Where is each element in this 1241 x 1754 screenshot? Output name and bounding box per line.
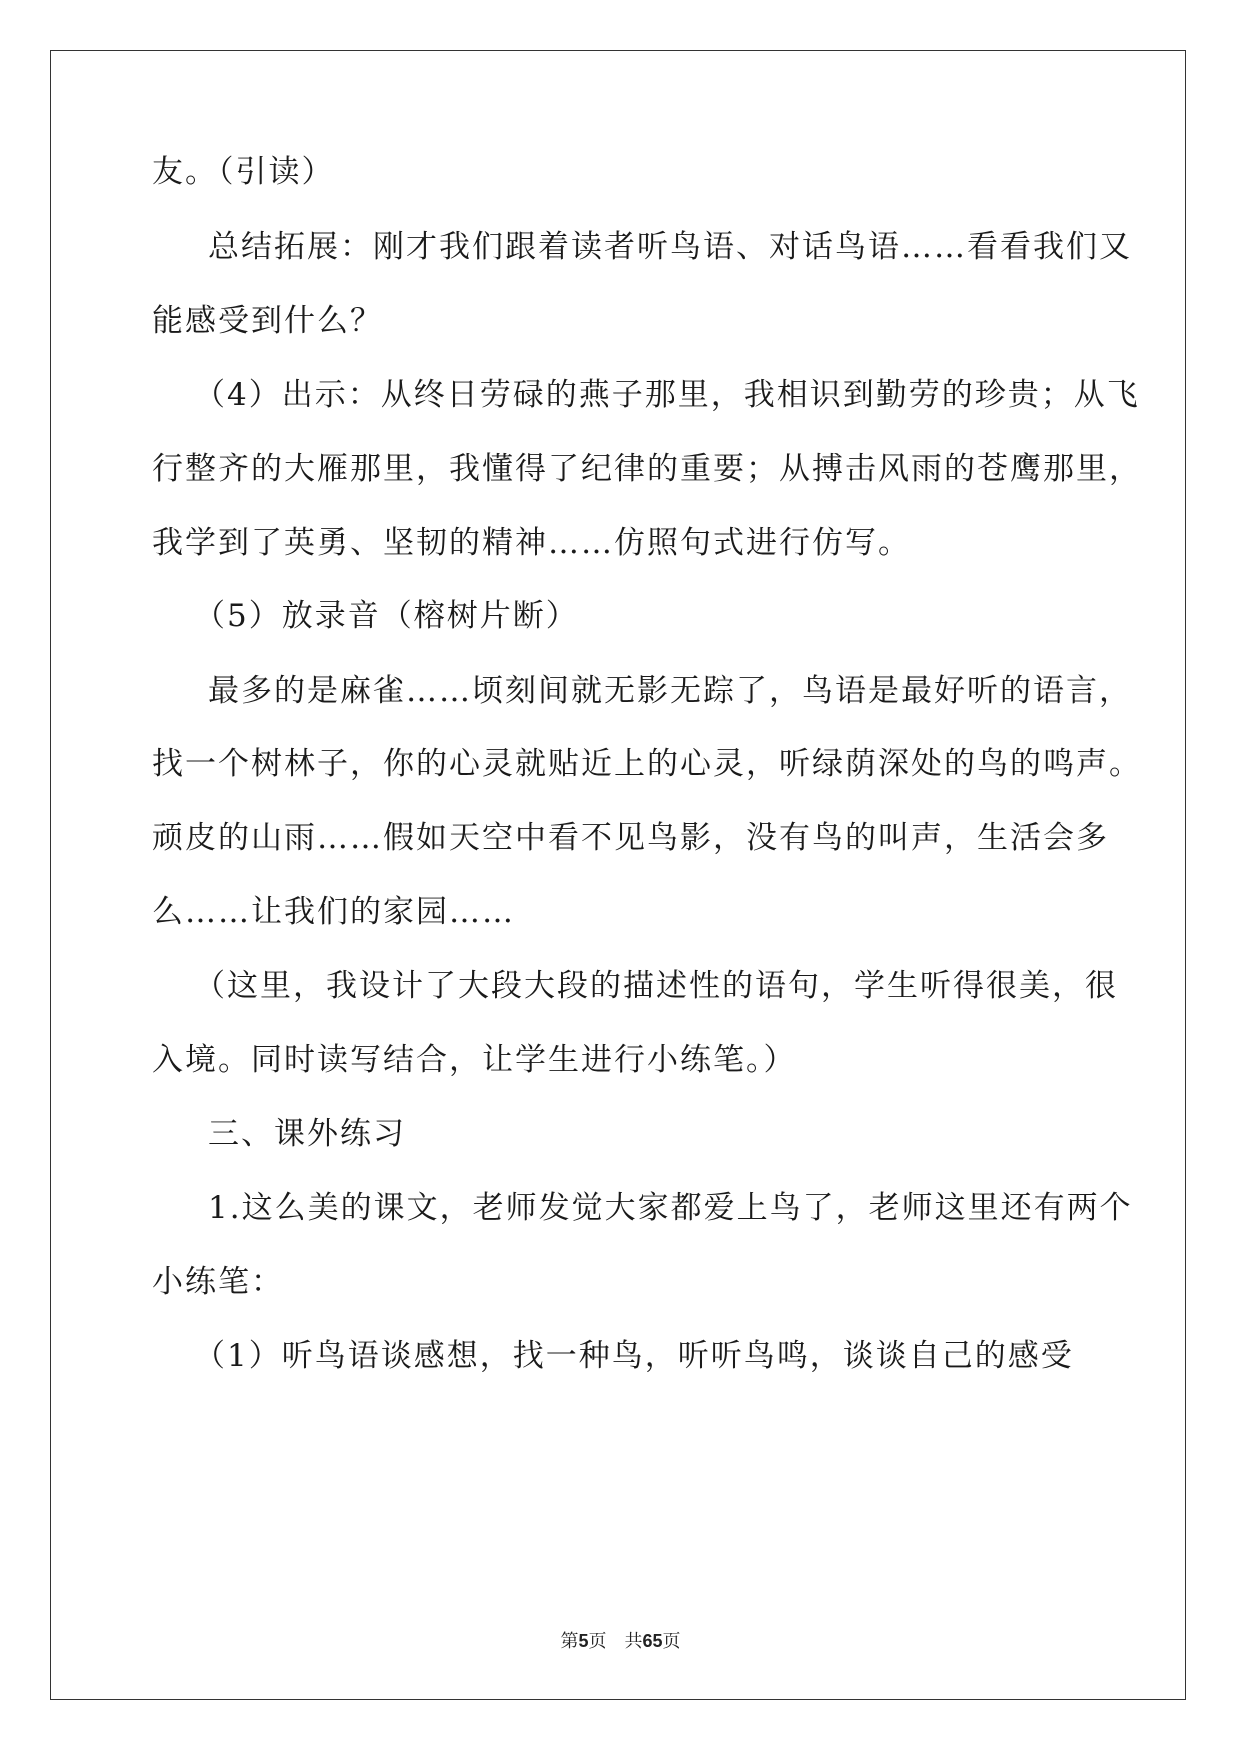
text-line: （5）放录音（榕树片断） <box>194 598 579 634</box>
text-line: 友。（引读） <box>152 154 335 190</box>
section-heading: 三、课外练习 <box>208 1116 406 1152</box>
text-line: 总结拓展：刚才我们跟着读者听鸟语、对话鸟语……看看我们又 <box>208 229 1132 265</box>
footer-mid: 页 共 <box>588 1631 643 1652</box>
text-line: 能感受到什么？ <box>152 303 383 339</box>
total-page-count: 65 <box>642 1631 663 1651</box>
text-line: （4）出示：从终日劳碌的燕子那里，我相识到勤劳的珍贵；从飞 <box>194 377 1140 413</box>
footer-suffix: 页 <box>662 1631 681 1652</box>
text-line: 入境。同时读写结合，让学生进行小练笔。） <box>152 1042 797 1078</box>
page-footer <box>0 1627 1241 1653</box>
text-line: 1.这么美的课文，老师发觉大家都爱上鸟了，老师这里还有两个 <box>208 1190 1133 1226</box>
text-line: 么……让我们的家园…… <box>152 894 515 930</box>
page-frame <box>50 50 1186 1700</box>
current-page-number: 5 <box>578 1631 589 1651</box>
text-line: （1）听鸟语谈感想，找一种鸟，听听鸟鸣，谈谈自己的感受 <box>194 1338 1074 1374</box>
text-line: 找一个树林子，你的心灵就贴近上的心灵，听绿荫深处的鸟的鸣声。 <box>152 746 1142 782</box>
text-line: 顽皮的山雨……假如天空中看不见鸟影，没有鸟的叫声，生活会多 <box>152 820 1109 856</box>
text-line: 最多的是麻雀……顷刻间就无影无踪了，鸟语是最好听的语言， <box>208 673 1132 709</box>
text-line: 我学到了英勇、坚韧的精神……仿照句式进行仿写。 <box>152 525 911 561</box>
footer-prefix: 第 <box>560 1631 579 1652</box>
text-line: （这里，我设计了大段大段的描述性的语句，学生听得很美，很 <box>194 968 1118 1004</box>
text-line: 小练笔： <box>152 1264 284 1300</box>
text-line: 行整齐的大雁那里，我懂得了纪律的重要；从搏击风雨的苍鹰那里， <box>152 451 1142 487</box>
